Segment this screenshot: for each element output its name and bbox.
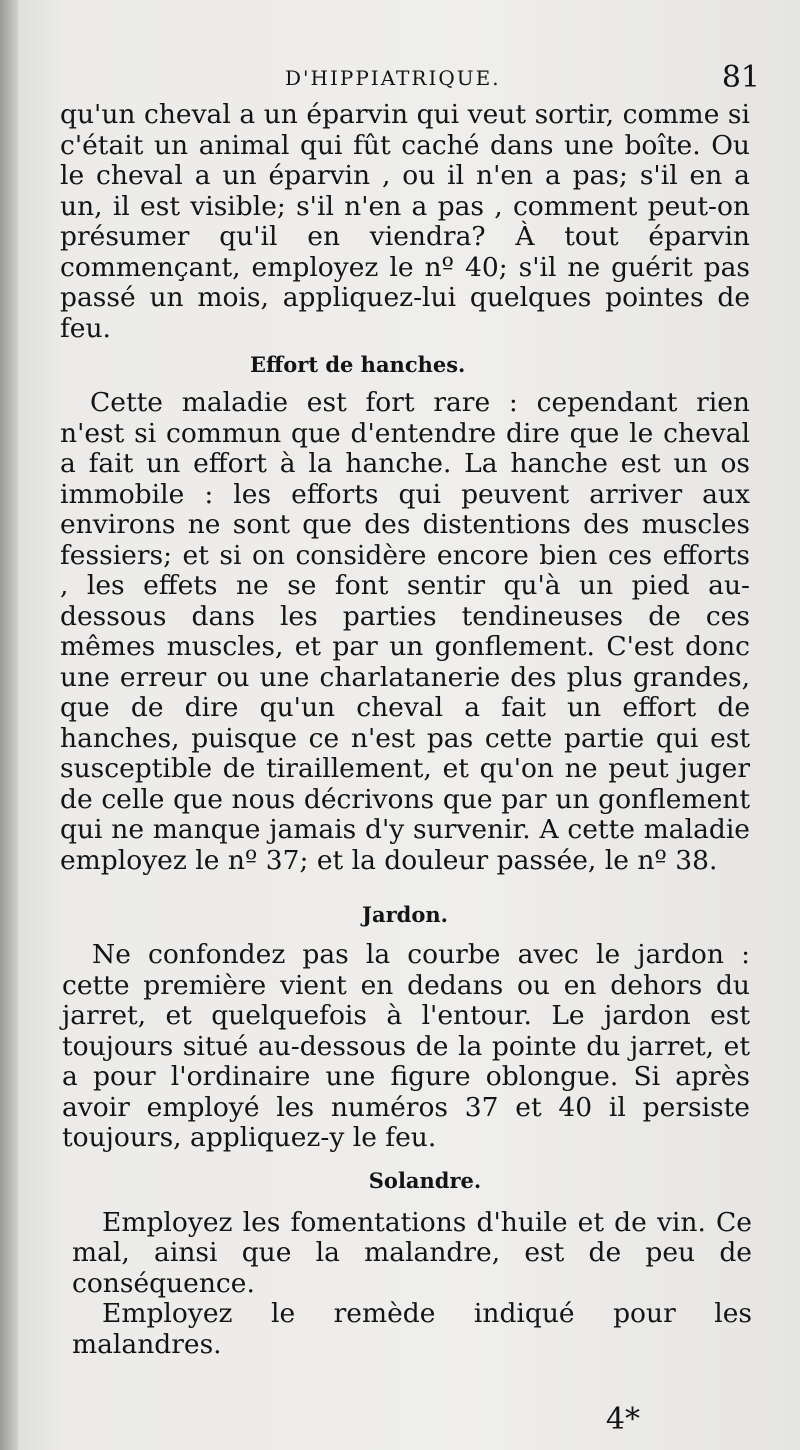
running-title: D'HIPPIATRIQUE. xyxy=(285,66,501,90)
running-head xyxy=(60,60,760,100)
heading-solandre: Solandre. xyxy=(368,1167,482,1193)
page-number: 81 xyxy=(721,60,760,95)
paragraph-effort-de-hanches: Cette maladie est fort rare : cependant rien n'est si commun que d'entendre dire que le cheval a fait un effort à la hanche. La hanche est un os immobile : les efforts qui peuvent arriver aux environs ne sont que des distentions des muscles fessiers; et si on considère encore bien ces efforts , les effets ne se font sentir qu'à un pied au-dessous dans les parties tendineuses de ces mêmes muscles, et par un gonflement. C'est donc une erreur ou une charlatanerie des plus grandes, que de dire qu'un cheval a fait un effort de hanches, puisque ce n'est pas cette partie qui est susceptible de tiraillement, et qu'on ne peut juger de celle que nous décrivons que par un gonflement qui ne manque jamais d'y survenir. A cette maladie employez le nº 37; et la douleur passée, le nº 38. xyxy=(60,387,750,876)
signature-mark: 4* xyxy=(605,1402,640,1437)
text-block xyxy=(60,100,750,1360)
heading-jardon: Jardon. xyxy=(362,902,448,927)
paragraph-malandres: Employez le remède indiqué pour les malandres. xyxy=(72,1298,752,1360)
paragraph-eparvin-continued: qu'un cheval a un éparvin qui veut sortir, comme si c'était un animal qui fût caché dans une boîte. Ou le cheval a un éparvin , ou il n'en a pas; s'il en a un, il est visible; s'il n'en a pas , comment peut-on présumer qu'il en viendra? À tout éparvin commençant, employez le nº 40; s'il ne guérit pas passé un mois, appliquez-lui quelques pointes de feu. xyxy=(60,99,750,344)
paragraph-jardon: Ne confondez pas la courbe avec le jardon : cette première vient en dedans ou en dehors du jarret, et quelquefois à l'entour. Le jardon est toujours situé au-dessous de la pointe du jarret, et a pour l'ordinaire une figure oblongue. Si après avoir employé les numéros 37 et 40 il persiste toujours, appliquez-y le feu. xyxy=(62,939,750,1153)
paragraph-solandre: Employez les fomentations d'huile et de vin. Ce mal, ainsi que la malandre, est de peu de conséquence. xyxy=(72,1206,752,1299)
heading-effort-de-hanches: Effort de hanches. xyxy=(250,352,466,377)
page-binding-shadow xyxy=(0,0,18,1450)
